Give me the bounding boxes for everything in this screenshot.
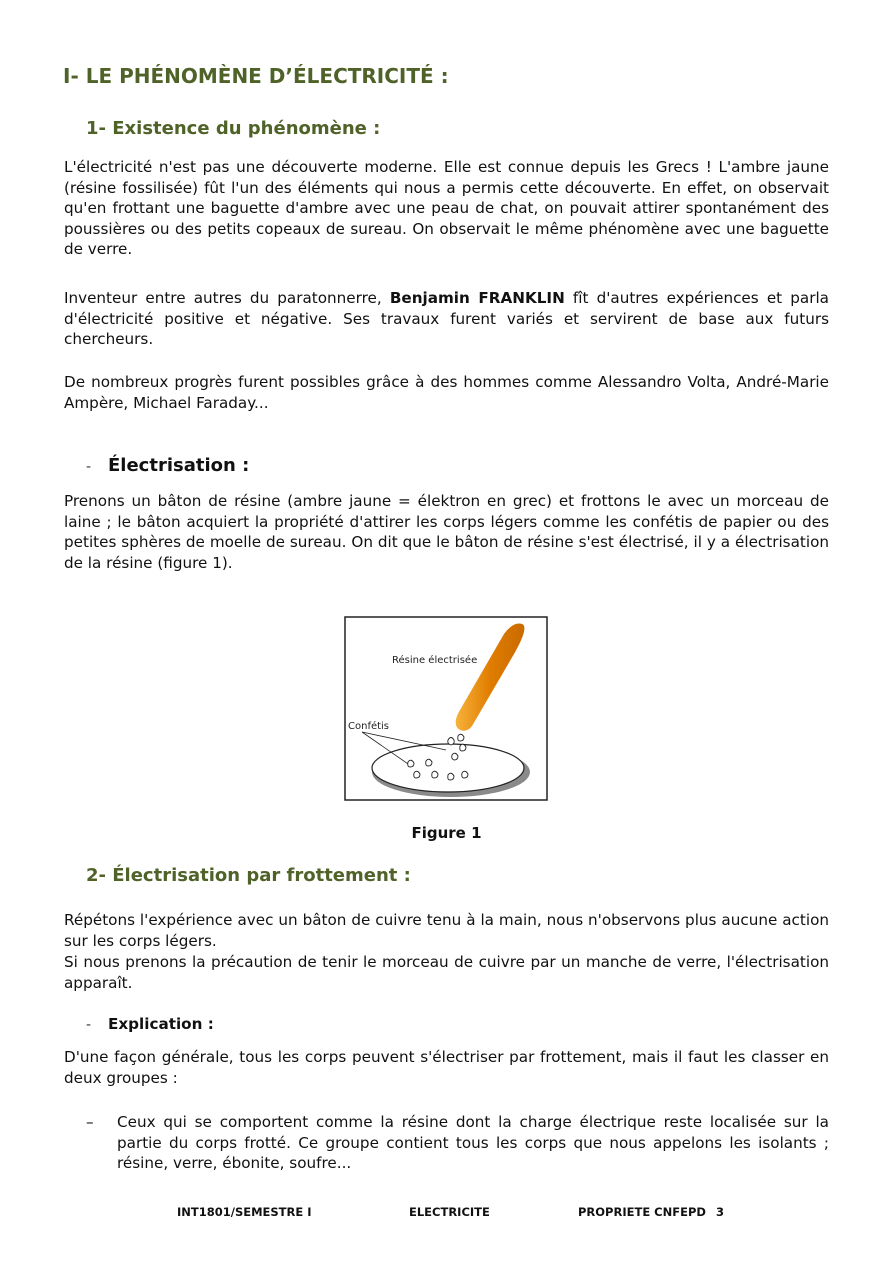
paragraph-cuivre: Répétons l'expérience avec un bâton de cuivre tenu à la main, nous n'observons plus aucune action sur les corps légers. <box>64 911 829 950</box>
confetto <box>448 773 454 780</box>
list-item <box>86 1112 829 1174</box>
confetto <box>414 771 420 778</box>
footer-page-number: 3 <box>716 1205 725 1219</box>
paragraph-deux-groupes: D'une façon générale, tous les corps peuvent s'électriser par frottement, mais il faut les classer en deux groupes : <box>64 1048 829 1087</box>
figure-1-illustration <box>344 616 548 801</box>
footer-subject: ELECTRICITE <box>409 1205 490 1219</box>
electrisation-title: Électrisation : <box>108 455 250 476</box>
paragraph-scientists: De nombreux progrès furent possibles grâce à des hommes comme Alessandro Volta, André-Marie Ampère, Michael Faraday... <box>64 373 829 412</box>
confetto <box>432 771 438 778</box>
label-confetis: Confétis <box>348 721 390 732</box>
explication-title: Explication : <box>108 1015 214 1033</box>
page-footer <box>0 1205 893 1221</box>
figure-1 <box>344 616 548 801</box>
paragraph-franklin <box>64 288 829 350</box>
subsection-title-frottement: 2- Électrisation par frottement : <box>86 865 411 886</box>
plate <box>372 744 524 792</box>
subsection-title-existence: 1- Existence du phénomène : <box>86 118 381 139</box>
list-dash: – <box>86 1113 94 1131</box>
confetto <box>448 738 454 746</box>
footer-owner: PROPRIETE CNFEPD <box>578 1205 706 1219</box>
franklin-name: Benjamin FRANKLIN <box>389 289 565 307</box>
confetto <box>458 734 464 741</box>
label-resine: Résine électrisée <box>392 655 478 666</box>
heading-dash: - <box>86 1017 92 1033</box>
confetto <box>452 753 458 760</box>
explication-heading <box>86 1015 214 1033</box>
figure-caption: Figure 1 <box>411 824 482 842</box>
franklin-text-after: fît d'autres expériences et parla d'électricité positive et négative. Ses travaux furent variés et servirent de base aux futurs chercheurs. <box>64 289 829 349</box>
franklin-text-before: Inventeur entre autres du paratonnerre, <box>64 289 390 307</box>
paragraph-manche-verre: Si nous prenons la précaution de tenir le morceau de cuivre par un manche de verre, l'électrisation apparaît. <box>64 953 829 992</box>
heading-dash: - <box>86 459 92 475</box>
paragraph-electrisation: Prenons un bâton de résine (ambre jaune = élektron en grec) et frottons le avec un morceau de laine ; le bâton acquiert la propriété d'attirer les corps légers comme les confétis de papier ou des petites sphères de moelle de sureau. On dit que le bâton de résine s'est électrisé, il y a électrisation de la résine (figure 1). <box>64 492 829 572</box>
confetto <box>462 771 468 778</box>
electrisation-heading <box>86 455 249 476</box>
section-title: I- LE PHÉNOMÈNE D’ÉLECTRICITÉ : <box>63 64 449 88</box>
confetto <box>460 744 466 751</box>
confetto <box>426 759 432 766</box>
footer-course: INT1801/SEMESTRE I <box>177 1205 312 1219</box>
list-item-text: Ceux qui se comportent comme la résine dont la charge électrique reste localisée sur la partie du corps frotté. Ce groupe contient tous les corps que nous appelons les isolants ; résine, verre, ébonite, soufre... <box>117 1113 829 1173</box>
paragraph-history: L'électricité n'est pas une découverte moderne. Elle est connue depuis les Grecs ! L'ambre jaune (résine fossilisée) fût l'un des éléments qui nous a permis cette découverte. En effet, on observait qu'en frottant une baguette d'ambre avec une peau de chat, on pouvait attirer spontanément des poussières ou des petits copeaux de sureau. On observait le même phénomène avec une baguette de verre. <box>64 158 829 259</box>
confetto <box>408 760 414 767</box>
